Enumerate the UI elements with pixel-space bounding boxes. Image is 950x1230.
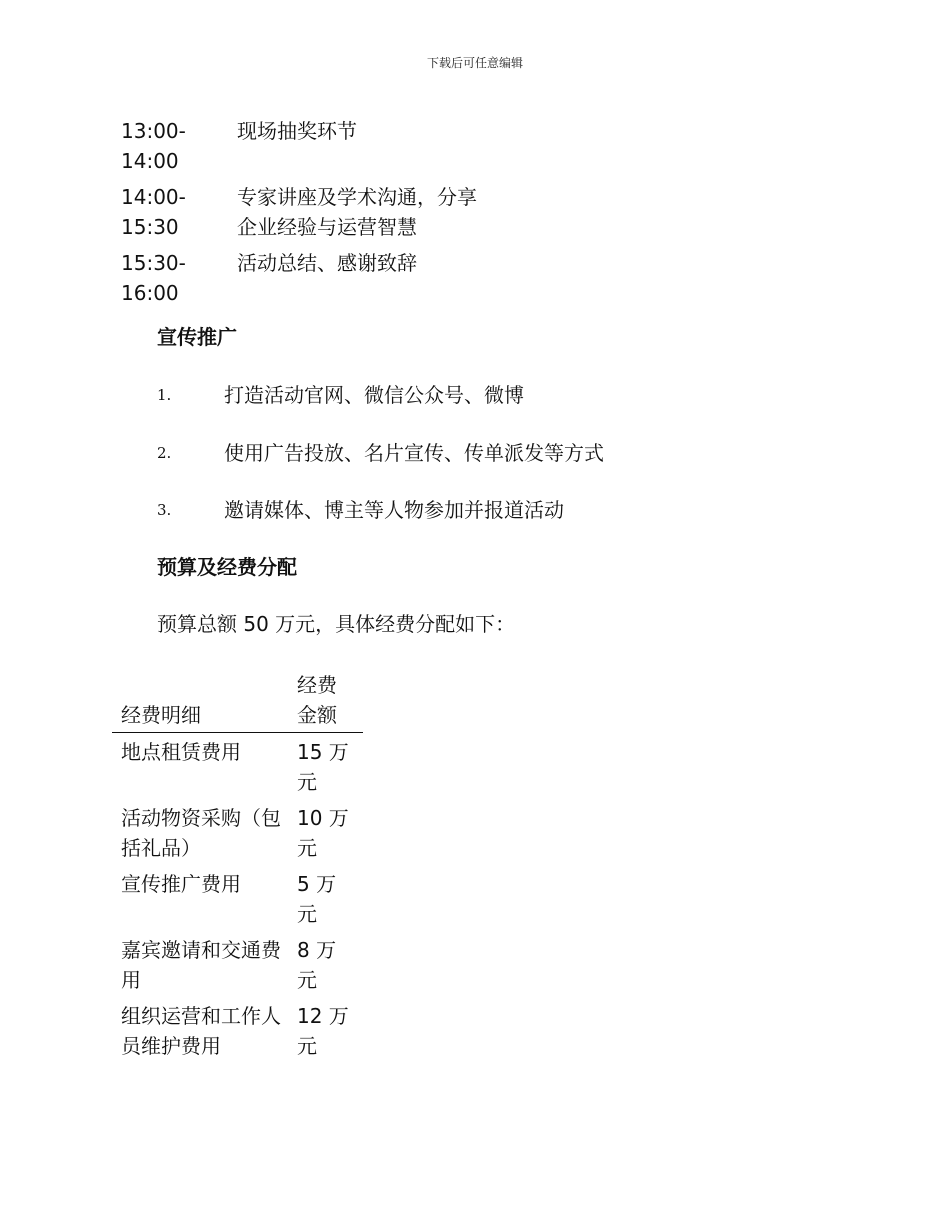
budget-heading: 预算及经费分配	[157, 555, 297, 579]
list-item-text: 邀请媒体、博主等人物参加并报道活动	[224, 498, 564, 522]
schedule-row	[121, 182, 541, 242]
schedule-description: 现场抽奖环节	[237, 119, 357, 143]
list-item-text: 使用广告投放、名片宣传、传单派发等方式	[224, 440, 604, 465]
schedule-row	[121, 116, 541, 176]
table-cell-item: 嘉宾邀请和交通费用	[121, 938, 281, 992]
table-cell-amount: 15 万元	[297, 740, 349, 794]
table-header-row	[112, 670, 363, 733]
table-cell-amount: 8 万元	[297, 938, 337, 992]
schedule-list	[121, 116, 541, 314]
budget-table	[112, 670, 363, 1067]
schedule-description: 活动总结、感谢致辞	[237, 251, 417, 275]
list-item	[157, 495, 717, 553]
schedule-time: 14:00- 15:30	[121, 185, 186, 239]
table-row	[112, 803, 363, 869]
column-header-item: 经费明细	[112, 670, 297, 733]
table-row	[112, 935, 363, 1001]
schedule-time: 13:00- 14:00	[121, 119, 186, 173]
schedule-time: 15:30- 16:00	[121, 251, 186, 305]
column-header-amount: 经费金额	[297, 670, 363, 733]
schedule-row	[121, 248, 541, 308]
promotion-heading: 宣传推广	[157, 325, 237, 349]
table-cell-item: 地点租赁费用	[121, 740, 241, 764]
table-row	[112, 1001, 363, 1067]
schedule-description: 专家讲座及学术沟通，分享企业经验与运营智慧	[237, 185, 477, 239]
promotion-list	[157, 380, 717, 553]
table-row	[112, 869, 363, 935]
table-row	[112, 733, 363, 804]
list-item-number: 2.	[157, 443, 172, 462]
table-cell-item: 组织运营和工作人员维护费用	[121, 1004, 281, 1058]
list-item	[157, 438, 717, 496]
table-cell-amount: 5 万元	[297, 872, 337, 926]
budget-intro: 预算总额 50 万元，具体经费分配如下：	[157, 612, 516, 636]
table-cell-amount: 12 万元	[297, 1004, 349, 1058]
table-cell-item: 宣传推广费用	[121, 872, 241, 896]
list-item-text: 打造活动官网、微信公众号、微博	[224, 383, 524, 407]
table-cell-item: 活动物资采购（包括礼品）	[121, 806, 281, 860]
page-header-note: 下载后可任意编辑	[426, 56, 523, 70]
list-item-number: 1.	[157, 386, 172, 404]
list-item	[157, 380, 717, 438]
table-cell-amount: 10 万元	[297, 806, 349, 860]
list-item-number: 3.	[157, 501, 172, 519]
